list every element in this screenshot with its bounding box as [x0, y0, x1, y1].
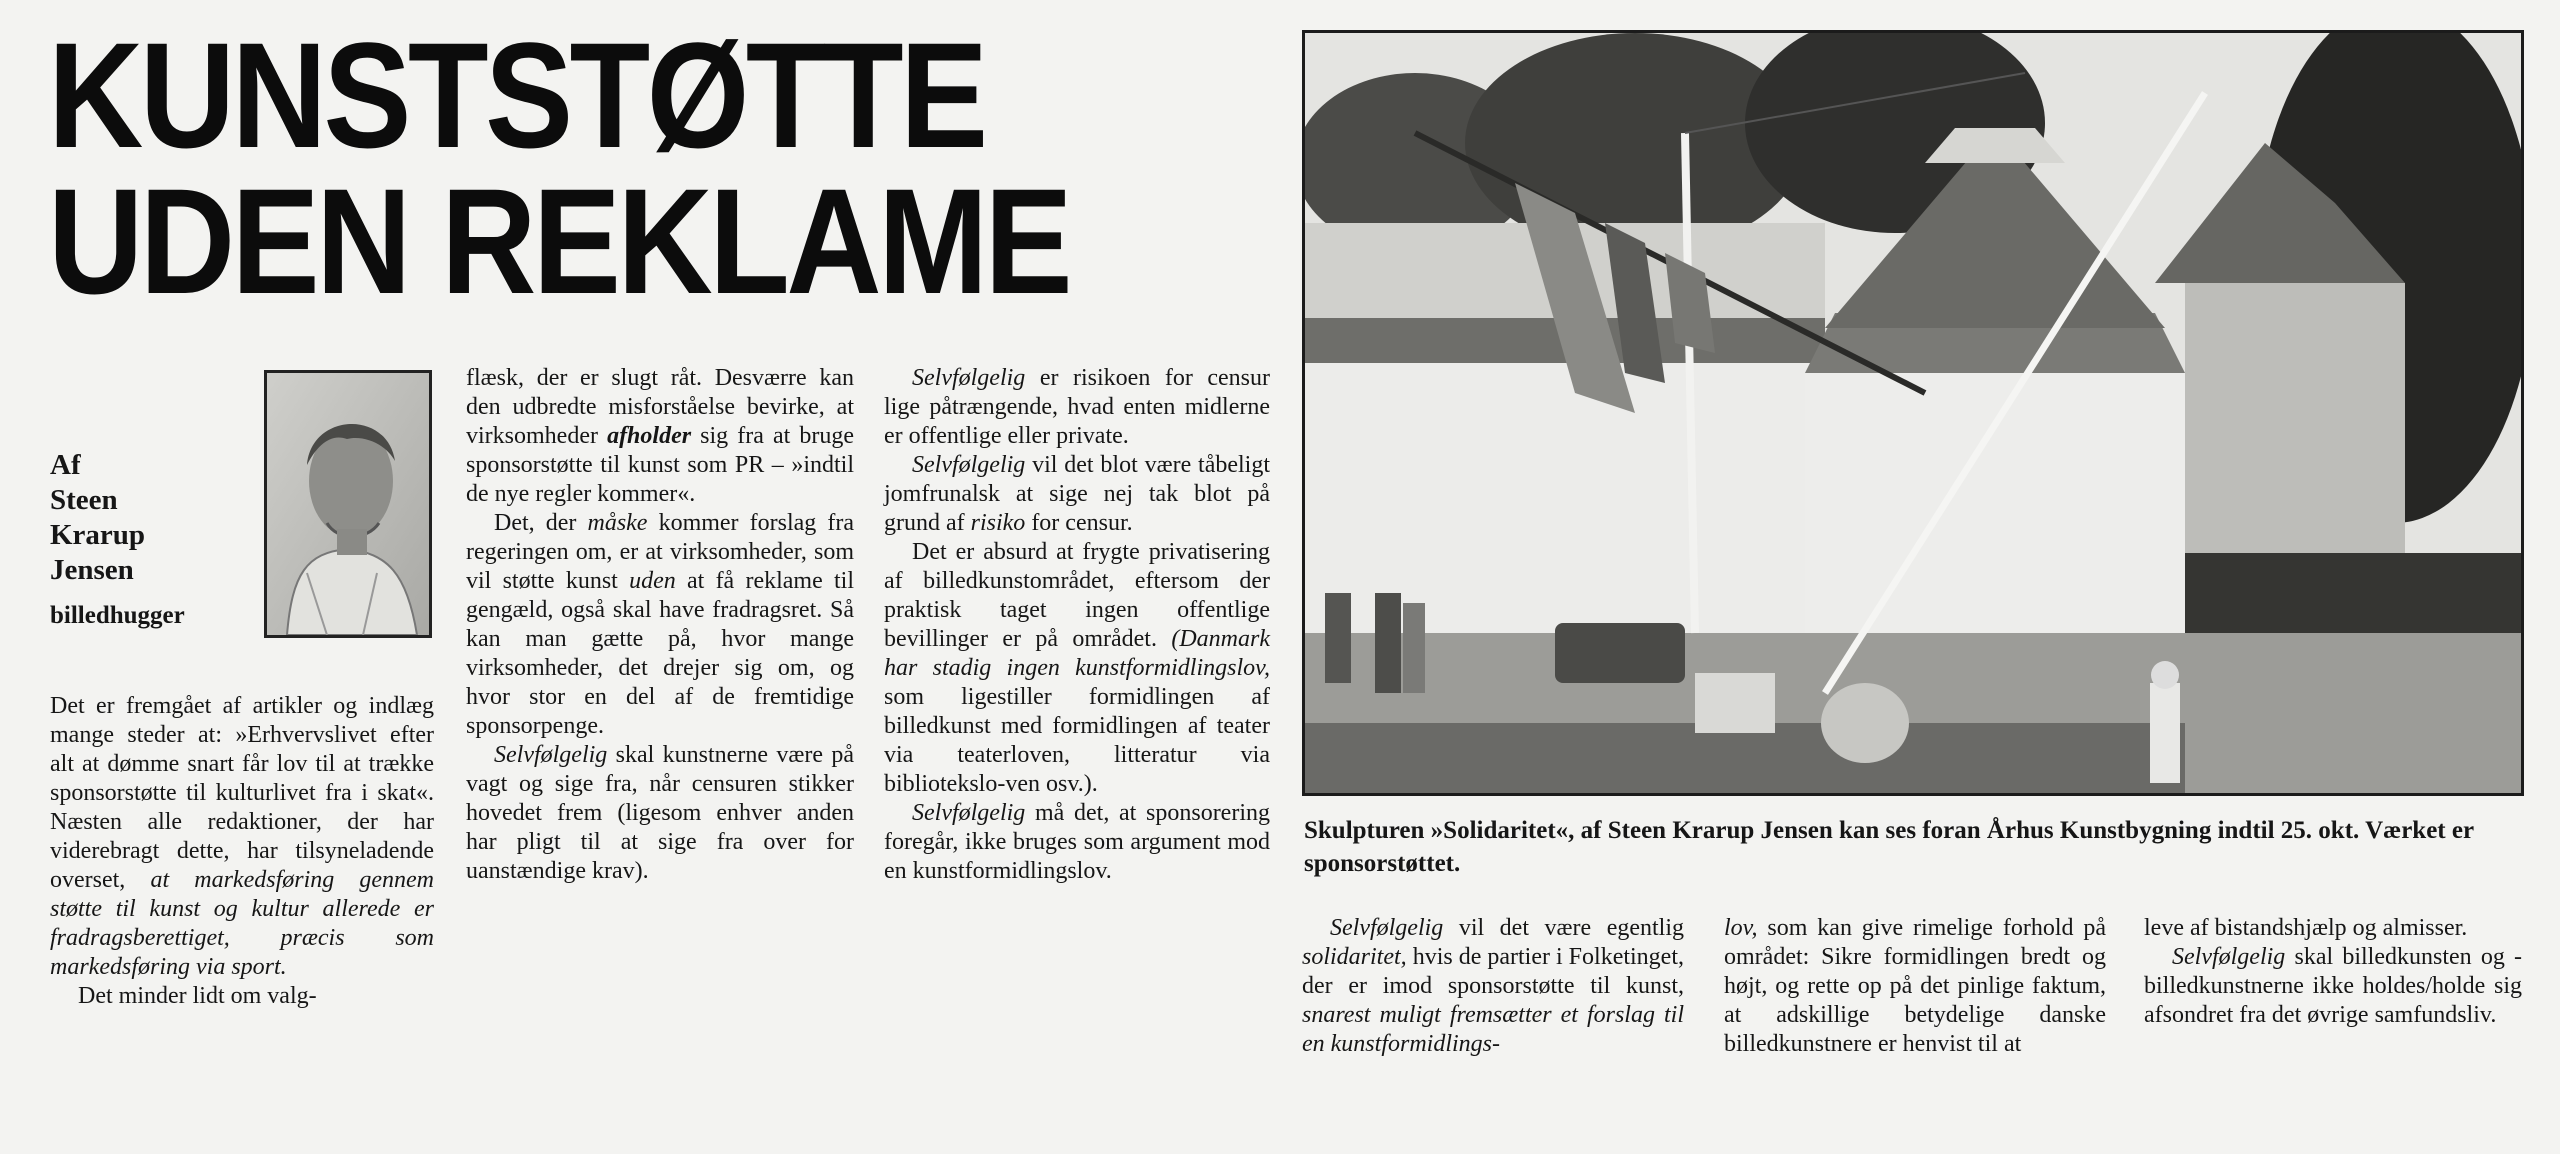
emphasis: afholder: [607, 423, 692, 449]
column-3: [884, 364, 1270, 886]
paragraph: [2144, 943, 2522, 1030]
paragraph: [466, 509, 854, 741]
emphasis: Selvfølgelig: [912, 365, 1026, 391]
text: skal kunstnerne være på vagt og sige fra, når censuren stikker hovedet frem (ligesom enhver anden har pligt til at sige fra over for uanstændige krav).: [466, 742, 854, 884]
column-1: [50, 692, 434, 1011]
paragraph: [50, 692, 434, 982]
emphasis: lov,: [1724, 915, 1758, 941]
byline-last-name: Jensen: [50, 554, 134, 586]
sculpture-photo: [1302, 30, 2524, 796]
text: for censur.: [1031, 510, 1133, 536]
emphasis: Selvfølgelig: [1330, 915, 1444, 941]
text: er risikoen for censur lige påtrængende, hvad enten midlerne er offentlige eller private.: [884, 365, 1270, 449]
emphasis: snarest muligt fremsætter et forslag til en kunstformidlings-: [1302, 1002, 1684, 1057]
emphasis: solidaritet,: [1302, 944, 1407, 970]
paragraph: leve af bistandshjælp og almisser.: [2144, 915, 2468, 941]
column-5: [1724, 914, 2106, 1059]
paragraph: [466, 364, 854, 509]
text: vil det være egentlig: [1458, 915, 1685, 941]
emphasis: risiko: [970, 510, 1026, 536]
author-portrait: [264, 370, 432, 638]
photo-caption: Skulpturen »Solidaritet«, af Steen Krarup Jensen kan ses foran Århus Kunstbygning indtil 25. okt. Værket er sponsorstøttet.: [1304, 817, 2474, 877]
text: hvis de partier i Folketinget, der er imod sponsorstøtte til kunst,: [1302, 944, 1685, 999]
emphasis: måske: [587, 510, 648, 536]
column-2: [466, 364, 854, 886]
headline: [48, 11, 1070, 325]
byline-middle-name: Krarup: [50, 519, 146, 551]
paragraph: [1302, 914, 1684, 1059]
byline: [50, 448, 250, 633]
column-6: [2144, 914, 2522, 1030]
paragraph: [884, 799, 1270, 886]
text: som ligestiller formidlingen af billedkunst med formidlingen af teater via teaterloven, litteratur via bibliotekslo-ven osv.).: [884, 684, 1270, 797]
text: flæsk, der er slugt råt. Desværre kan den udbredte misforståelse bevirke, at virksomheder: [466, 365, 854, 449]
text: som kan give rimelige forhold på området: Sikre formidlingen bredt og højt, og rette op på det pinlige faktum, at adskillige betydelige danske billedkunstnere er henvist til at: [1724, 915, 2106, 1057]
text: må det, at sponsorering foregår, ikke bruges som argument mod en kunstformidlingslov.: [884, 800, 1270, 884]
headline-line-2: UDEN REKLAME: [48, 157, 1070, 325]
paragraph: [466, 741, 854, 886]
emphasis: Selvfølgelig: [912, 452, 1026, 478]
emphasis: Selvfølgelig: [912, 800, 1026, 826]
italic-text: at markedsføring gennem støtte til kunst og kultur allerede er fradragsberettiget, præcis som markedsføring via sport.: [50, 867, 435, 980]
byline-prefix: Af: [50, 449, 81, 481]
emphasis: Selvfølgelig: [494, 742, 608, 768]
text: Det, der: [494, 510, 577, 536]
text: vil det blot være tåbeligt jomfrunalsk at sige nej tak blot på grund af: [884, 452, 1271, 536]
text: kommer forslag fra regeringen om, er at virksomheder, som vil støtte kunst: [466, 510, 855, 594]
column-4: [1302, 914, 1684, 1059]
text: sig fra at bruge sponsorstøtte til kunst som PR – »indtil de nye regler kommer«.: [466, 423, 855, 507]
headline-line-1: KUNSTSTØTTE: [48, 11, 985, 179]
byline-role: billedhugger: [50, 602, 185, 629]
text: Det er fremgået af artikler og indlæg mange steder at: »Erhvervslivet efter alt at dømme snart får lov til at trække sponsorstøtte til kulturlivet fra i skat«. Næsten alle redaktioner, der har viderebragt dette, har tilsyneladende overset,: [50, 693, 434, 893]
paragraph: Det minder lidt om valg-: [78, 983, 317, 1009]
paragraph: [1724, 914, 2106, 1059]
text: skal billedkunsten og -billedkunstnerne ikke holdes/holde sig afsondret fra det øvrige samfundsliv.: [2144, 944, 2523, 1028]
sculpture-photo-image: [1305, 33, 2521, 793]
emphasis: uden: [629, 568, 676, 594]
text: Det er absurd at frygte privatisering af billedkunstområdet, eftersom der praktisk taget ingen offentlige bevillinger er på området.: [884, 539, 1270, 652]
emphasis: (Danmark har stadig ingen kunstformidlingslov,: [884, 626, 1270, 681]
text: at få reklame til gengæld, også skal have fradragsret. Så kan man gætte på, hvor mange virksomheder, det drejer sig om, og hvor stor en del af de fremtidige sponsorpenge.: [466, 568, 854, 739]
portrait-image: [267, 373, 429, 635]
byline-first-name: Steen: [50, 484, 118, 516]
paragraph: [884, 364, 1270, 451]
emphasis: Selvfølgelig: [2172, 944, 2286, 970]
paragraph: [884, 451, 1270, 538]
paragraph: [884, 538, 1270, 799]
